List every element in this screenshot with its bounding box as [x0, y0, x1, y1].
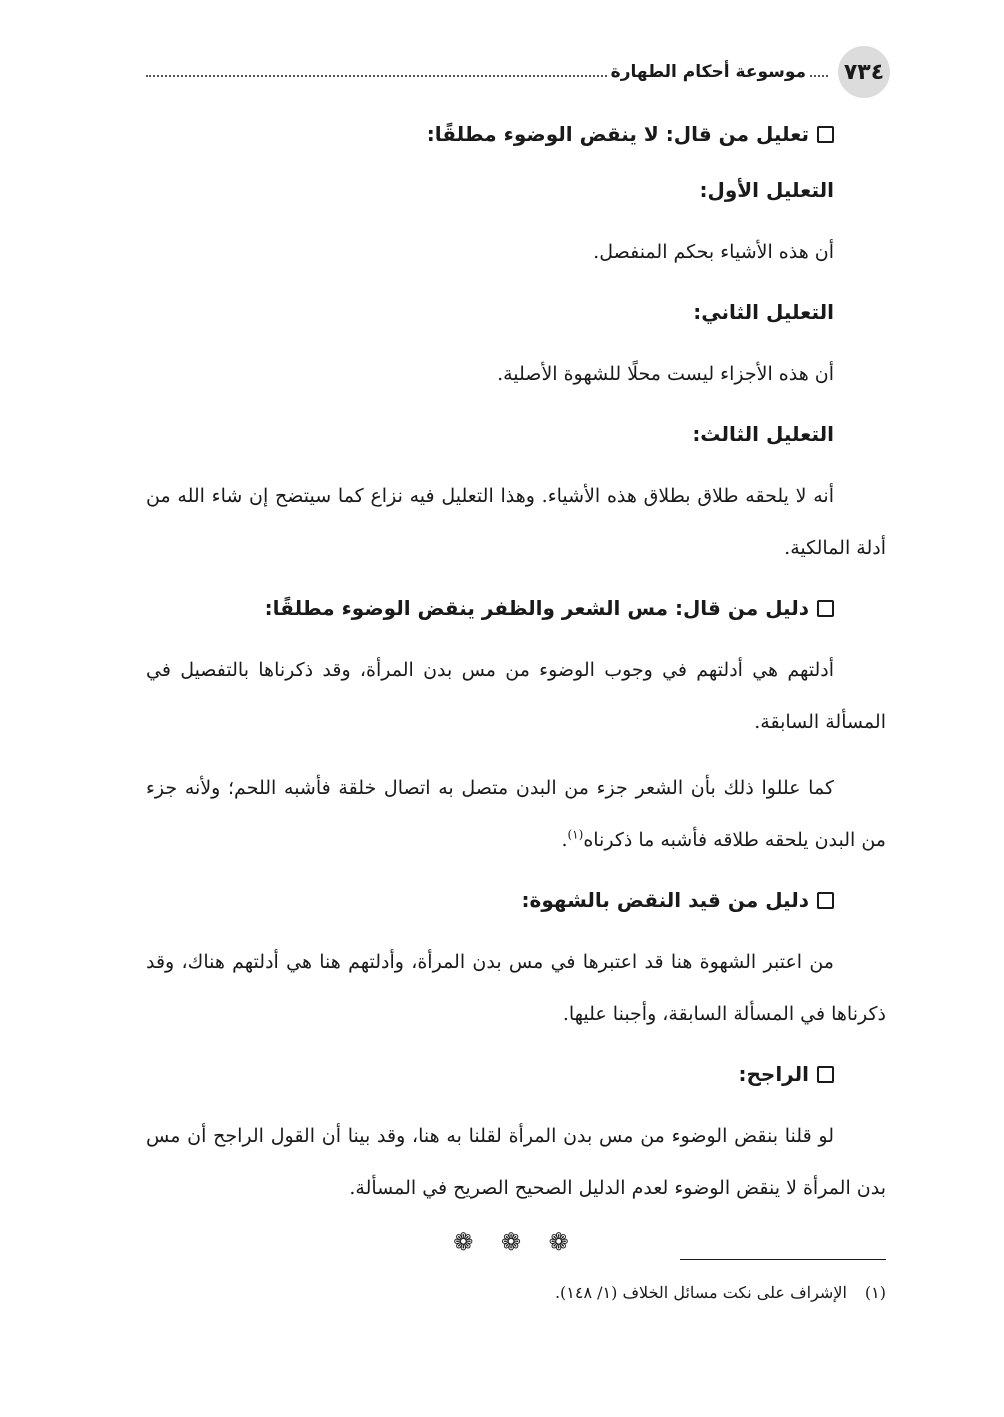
section-heading-desire-condition	[146, 880, 834, 920]
reason-1-title: التعليل الأول:	[699, 178, 834, 202]
evidence-paragraph-2-text: كما عللوا ذلك بأن الشعر جزء من البدن متصل به اتصال خلقة فأشبه اللحم؛ ولأنه جزء من البدن يلحقه طلاقه فأشبه ما ذكرناه	[146, 777, 886, 851]
section-heading-preferred-view	[146, 1054, 834, 1094]
reason-2-title: التعليل الثاني:	[693, 300, 834, 324]
square-bullet-icon	[817, 1066, 834, 1083]
running-head	[146, 64, 828, 80]
preferred-view-paragraph: لو قلنا بنقض الوضوء من مس بدن المرأة لقلنا به هنا، وقد بينا أن القول الراجح أن مس بدن المرأة لا ينقض الوضوء لعدم الدليل الصحيح الصريح في المسألة.	[146, 1125, 886, 1199]
evidence-paragraph-1: أدلتهم هي أدلتهم في وجوب الوضوء من مس بدن المرأة، وقد ذكرناها بالتفصيل في المسألة السابقة.	[146, 659, 886, 733]
square-bullet-icon	[817, 600, 834, 617]
section-heading-text: الراجح:	[738, 1062, 809, 1086]
header-dotted-rule-right	[810, 75, 828, 77]
footnote-1	[146, 1278, 886, 1308]
footnote-number: (١)	[864, 1283, 886, 1302]
footnote-text: الإشراف على نكت مسائل الخلاف (١/ ١٤٨).	[554, 1283, 847, 1302]
evidence-paragraph-2	[146, 762, 886, 866]
reason-3-text: أنه لا يلحقه طلاق بطلاق هذه الأشياء. وهذا التعليل فيه نزاع كما سيتضح إن شاء الله من أدلة المالكية.	[146, 485, 886, 559]
section-heading-text: دليل من قال: مس الشعر والظفر ينقض الوضوء مطلقًا:	[264, 596, 809, 620]
section-heading-nullifies-absolutely	[146, 588, 834, 628]
square-bullet-icon	[817, 126, 834, 143]
section-heading-text: تعليل من قال: لا ينقض الوضوء مطلقًا:	[426, 122, 809, 146]
evidence-paragraph-2-end: .	[561, 829, 568, 851]
square-bullet-icon	[817, 892, 834, 909]
reason-3-title: التعليل الثالث:	[692, 422, 834, 446]
page-header	[146, 46, 890, 98]
footnote-reference[interactable]: (١)	[567, 827, 584, 842]
book-title: موسوعة أحكام الطهارة	[610, 62, 806, 82]
header-dotted-rule-left	[146, 75, 607, 77]
flower-ornament-divider: ❁ ❁ ❁	[453, 1228, 579, 1256]
section-heading-no-nullification	[146, 114, 834, 154]
section-heading-text: دليل من قيد النقض بالشهوة:	[521, 888, 809, 912]
reason-2-text: أن هذه الأجزاء ليست محلًا للشهوة الأصلية.	[497, 363, 834, 385]
reason-1-text: أن هذه الأشياء بحكم المنفصل.	[593, 241, 834, 263]
page-body	[146, 114, 886, 1256]
desire-paragraph: من اعتبر الشهوة هنا قد اعتبرها في مس بدن المرأة، وأدلتهم هنا هي أدلتهم هناك، وقد ذكرناها في المسألة السابقة، وأجبنا عليها.	[146, 951, 886, 1025]
footnote-separator	[680, 1259, 886, 1260]
page-number-badge: ٧٣٤	[838, 46, 890, 98]
